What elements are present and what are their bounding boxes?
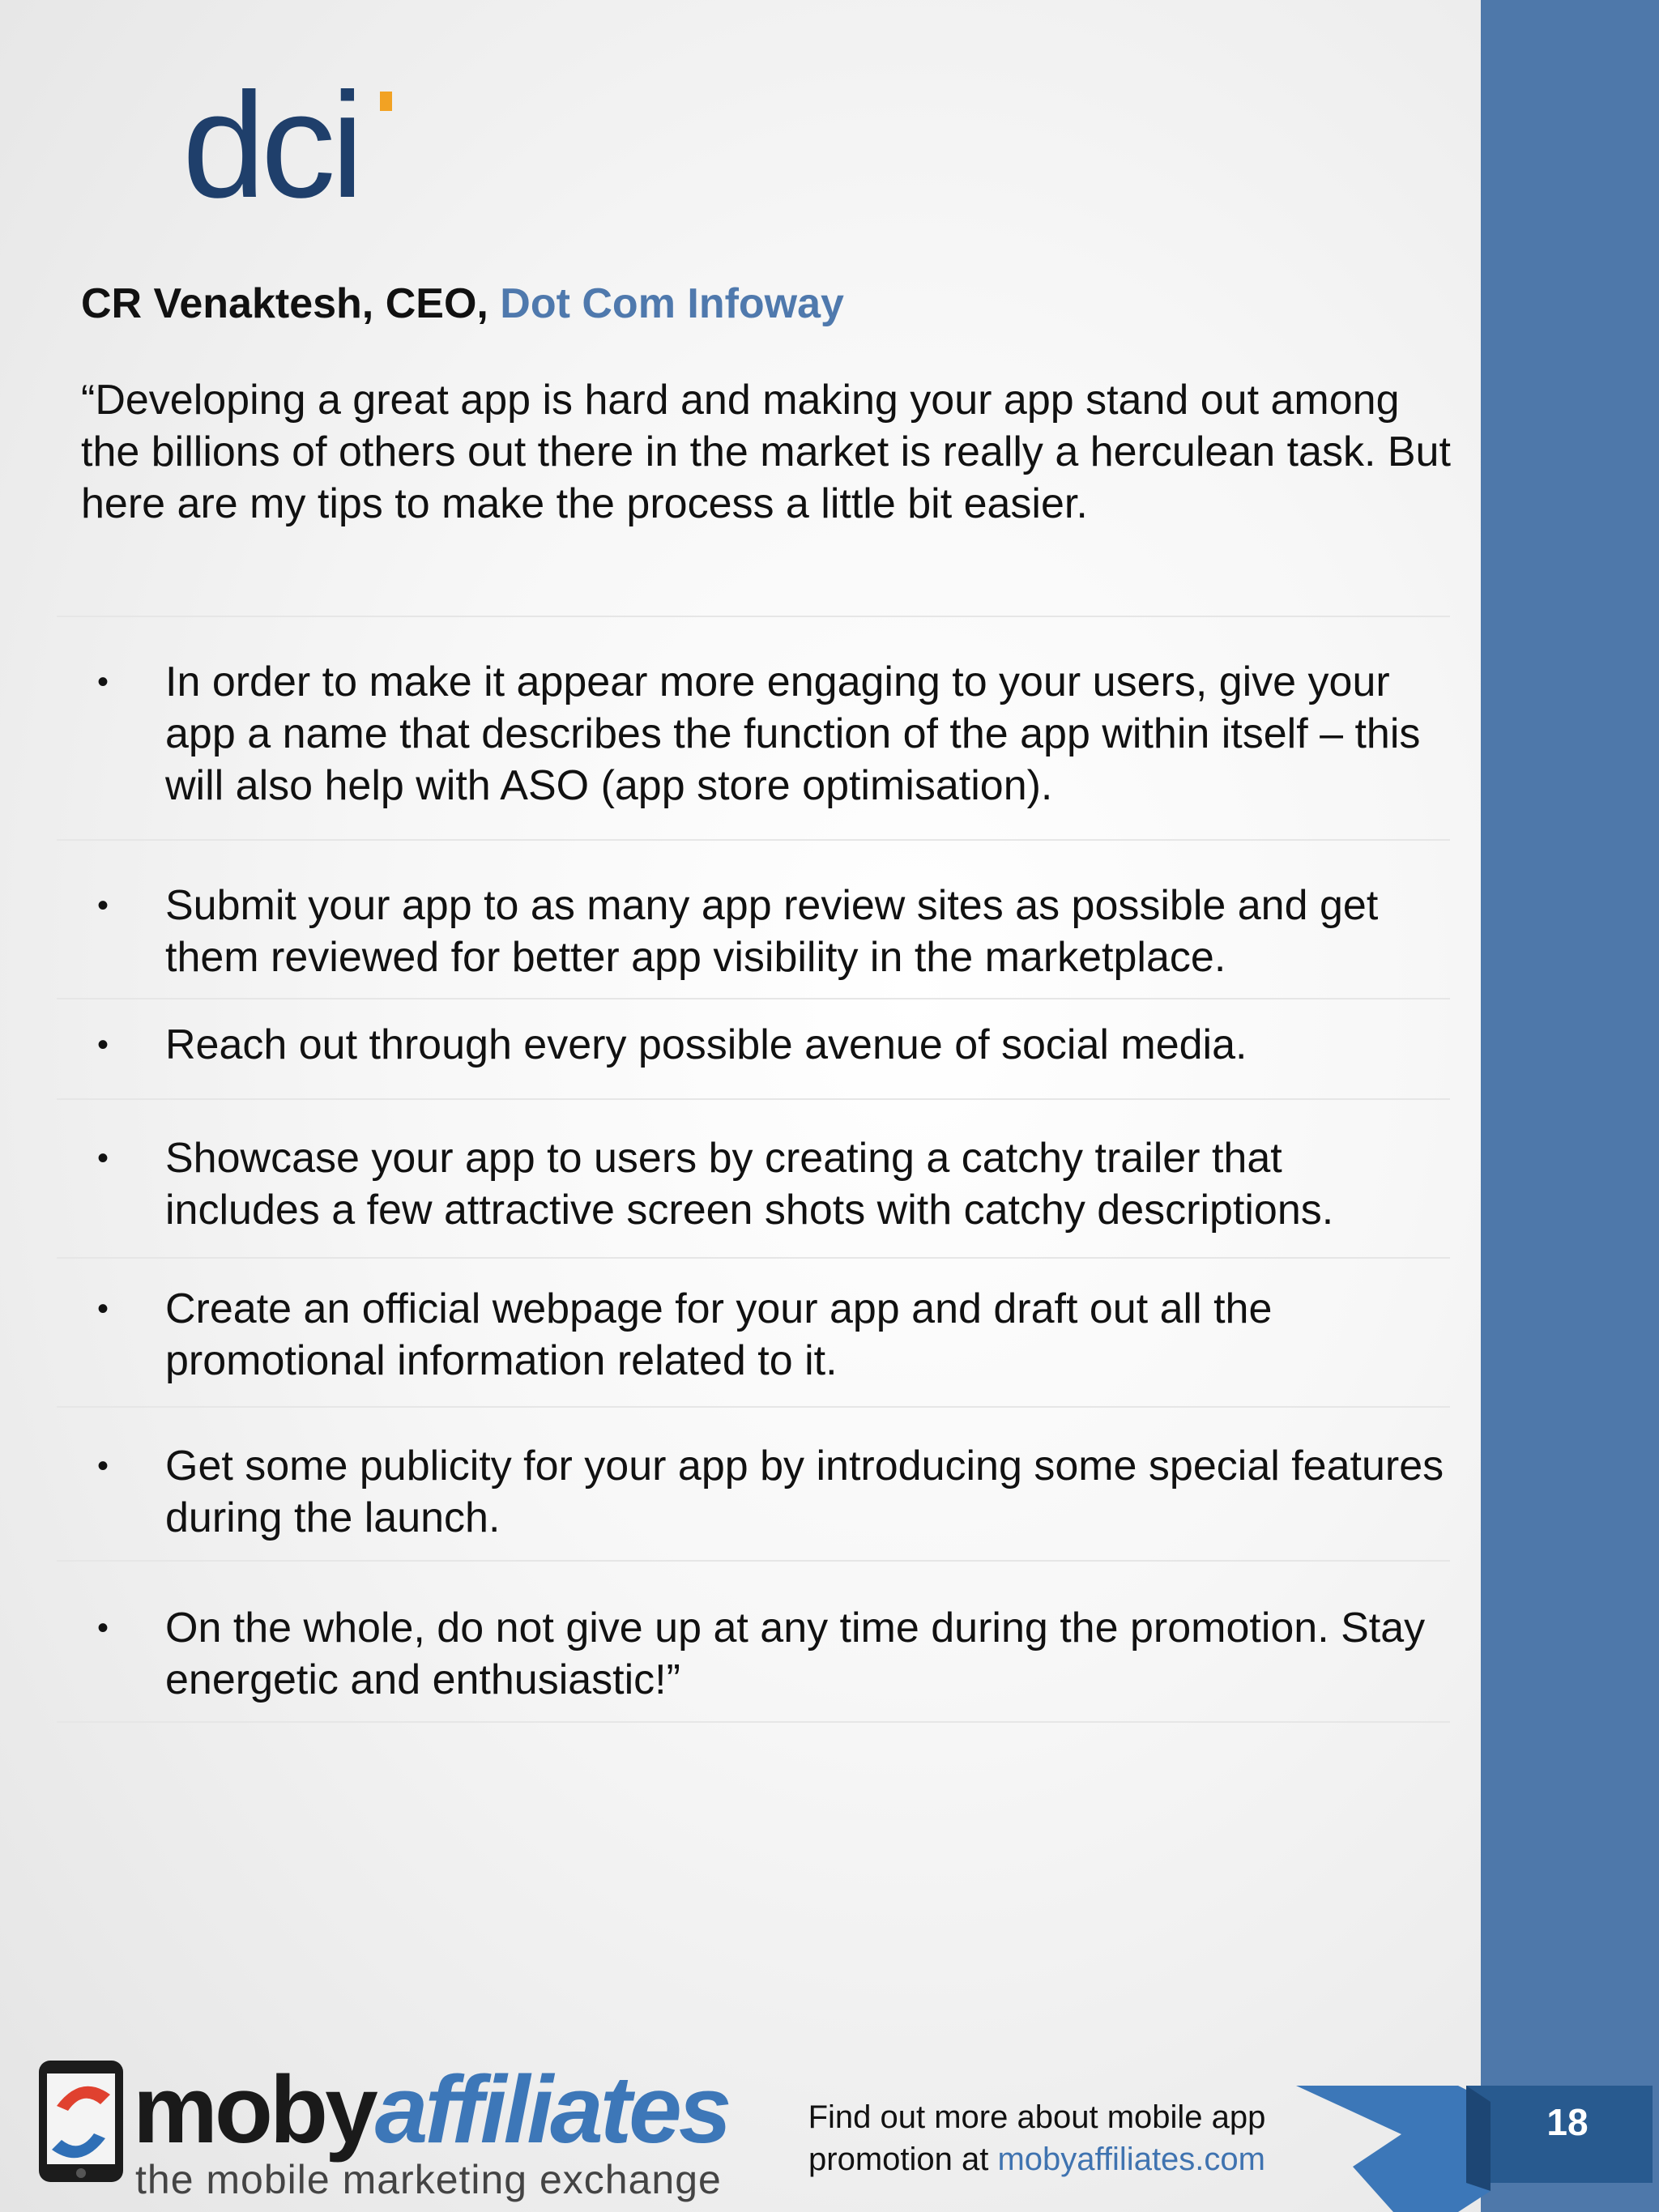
bullet-text: In order to make it appear more engaging to your users, give your app a name that describes the function of the app within itself – this will also help with ASO (app store optimisation). xyxy=(165,658,1421,809)
find-more-prefix: promotion at xyxy=(808,2142,989,2177)
bullet-text: Submit your app to as many app review sites as possible and get them reviewed for better app visibility in the marketplace. xyxy=(165,882,1379,981)
brand-part-affiliates: affiliates xyxy=(374,2056,729,2163)
bullet-icon: • xyxy=(97,1448,109,1484)
company-name: Dot Com Infoway xyxy=(500,280,844,327)
mobyaffiliates-logo xyxy=(24,2056,729,2203)
list-item xyxy=(57,1560,1450,1722)
bullet-text: Showcase your app to users by creating a catchy trailer that includes a few attractive screen shots with catchy descriptions. xyxy=(165,1135,1334,1234)
dci-logo-orange-dot xyxy=(380,92,392,111)
dci-logo-text: dci xyxy=(182,62,360,229)
brand-tagline: the mobile marketing exchange xyxy=(135,2157,722,2202)
list-item xyxy=(57,1257,1450,1406)
mobyaffiliates-wordmark xyxy=(133,2057,728,2163)
bullet-icon: • xyxy=(97,1610,109,1646)
mobyaffiliates-link[interactable]: mobyaffiliates.com xyxy=(997,2142,1265,2177)
bullet-text: Get some publicity for your app by introducing some special features during the launch. xyxy=(165,1443,1444,1541)
find-more-line1: Find out more about mobile app xyxy=(808,2099,1266,2135)
bullet-text: Reach out through every possible avenue of social media. xyxy=(165,1021,1247,1068)
brand-part-moby: moby xyxy=(133,2056,375,2163)
list-item xyxy=(57,839,1450,998)
bullet-icon: • xyxy=(97,1291,109,1327)
list-item xyxy=(57,1098,1450,1257)
side-band xyxy=(1481,0,1659,2212)
dci-logo xyxy=(182,62,405,229)
intro-quote: “Developing a great app is hard and making your app stand out among the billions of others out there in the market is really a herculean task. But here are my tips to make the process a little bit easier. xyxy=(81,377,1451,527)
bullet-text: Create an official webpage for your app and draft out all the promotional information related to it. xyxy=(165,1285,1273,1384)
speaker-name: CR Venaktesh, CEO, xyxy=(81,280,488,327)
speaker-heading xyxy=(81,275,844,332)
bullet-icon: • xyxy=(97,1027,109,1063)
list-item xyxy=(57,1406,1450,1560)
bullet-text: On the whole, do not give up at any time during the promotion. Stay energetic and enthusiastic!” xyxy=(165,1605,1426,1703)
divider xyxy=(57,1721,1450,1723)
list-item xyxy=(57,616,1450,839)
list-item xyxy=(57,998,1450,1098)
bullet-icon: • xyxy=(97,1140,109,1176)
page-number: 18 xyxy=(1546,2101,1589,2143)
bullet-icon: • xyxy=(97,664,109,700)
find-more-text xyxy=(778,2096,1296,2180)
bullet-icon: • xyxy=(97,888,109,923)
phone-arrows-icon xyxy=(32,2057,130,2187)
find-more-line2 xyxy=(778,2138,1296,2180)
